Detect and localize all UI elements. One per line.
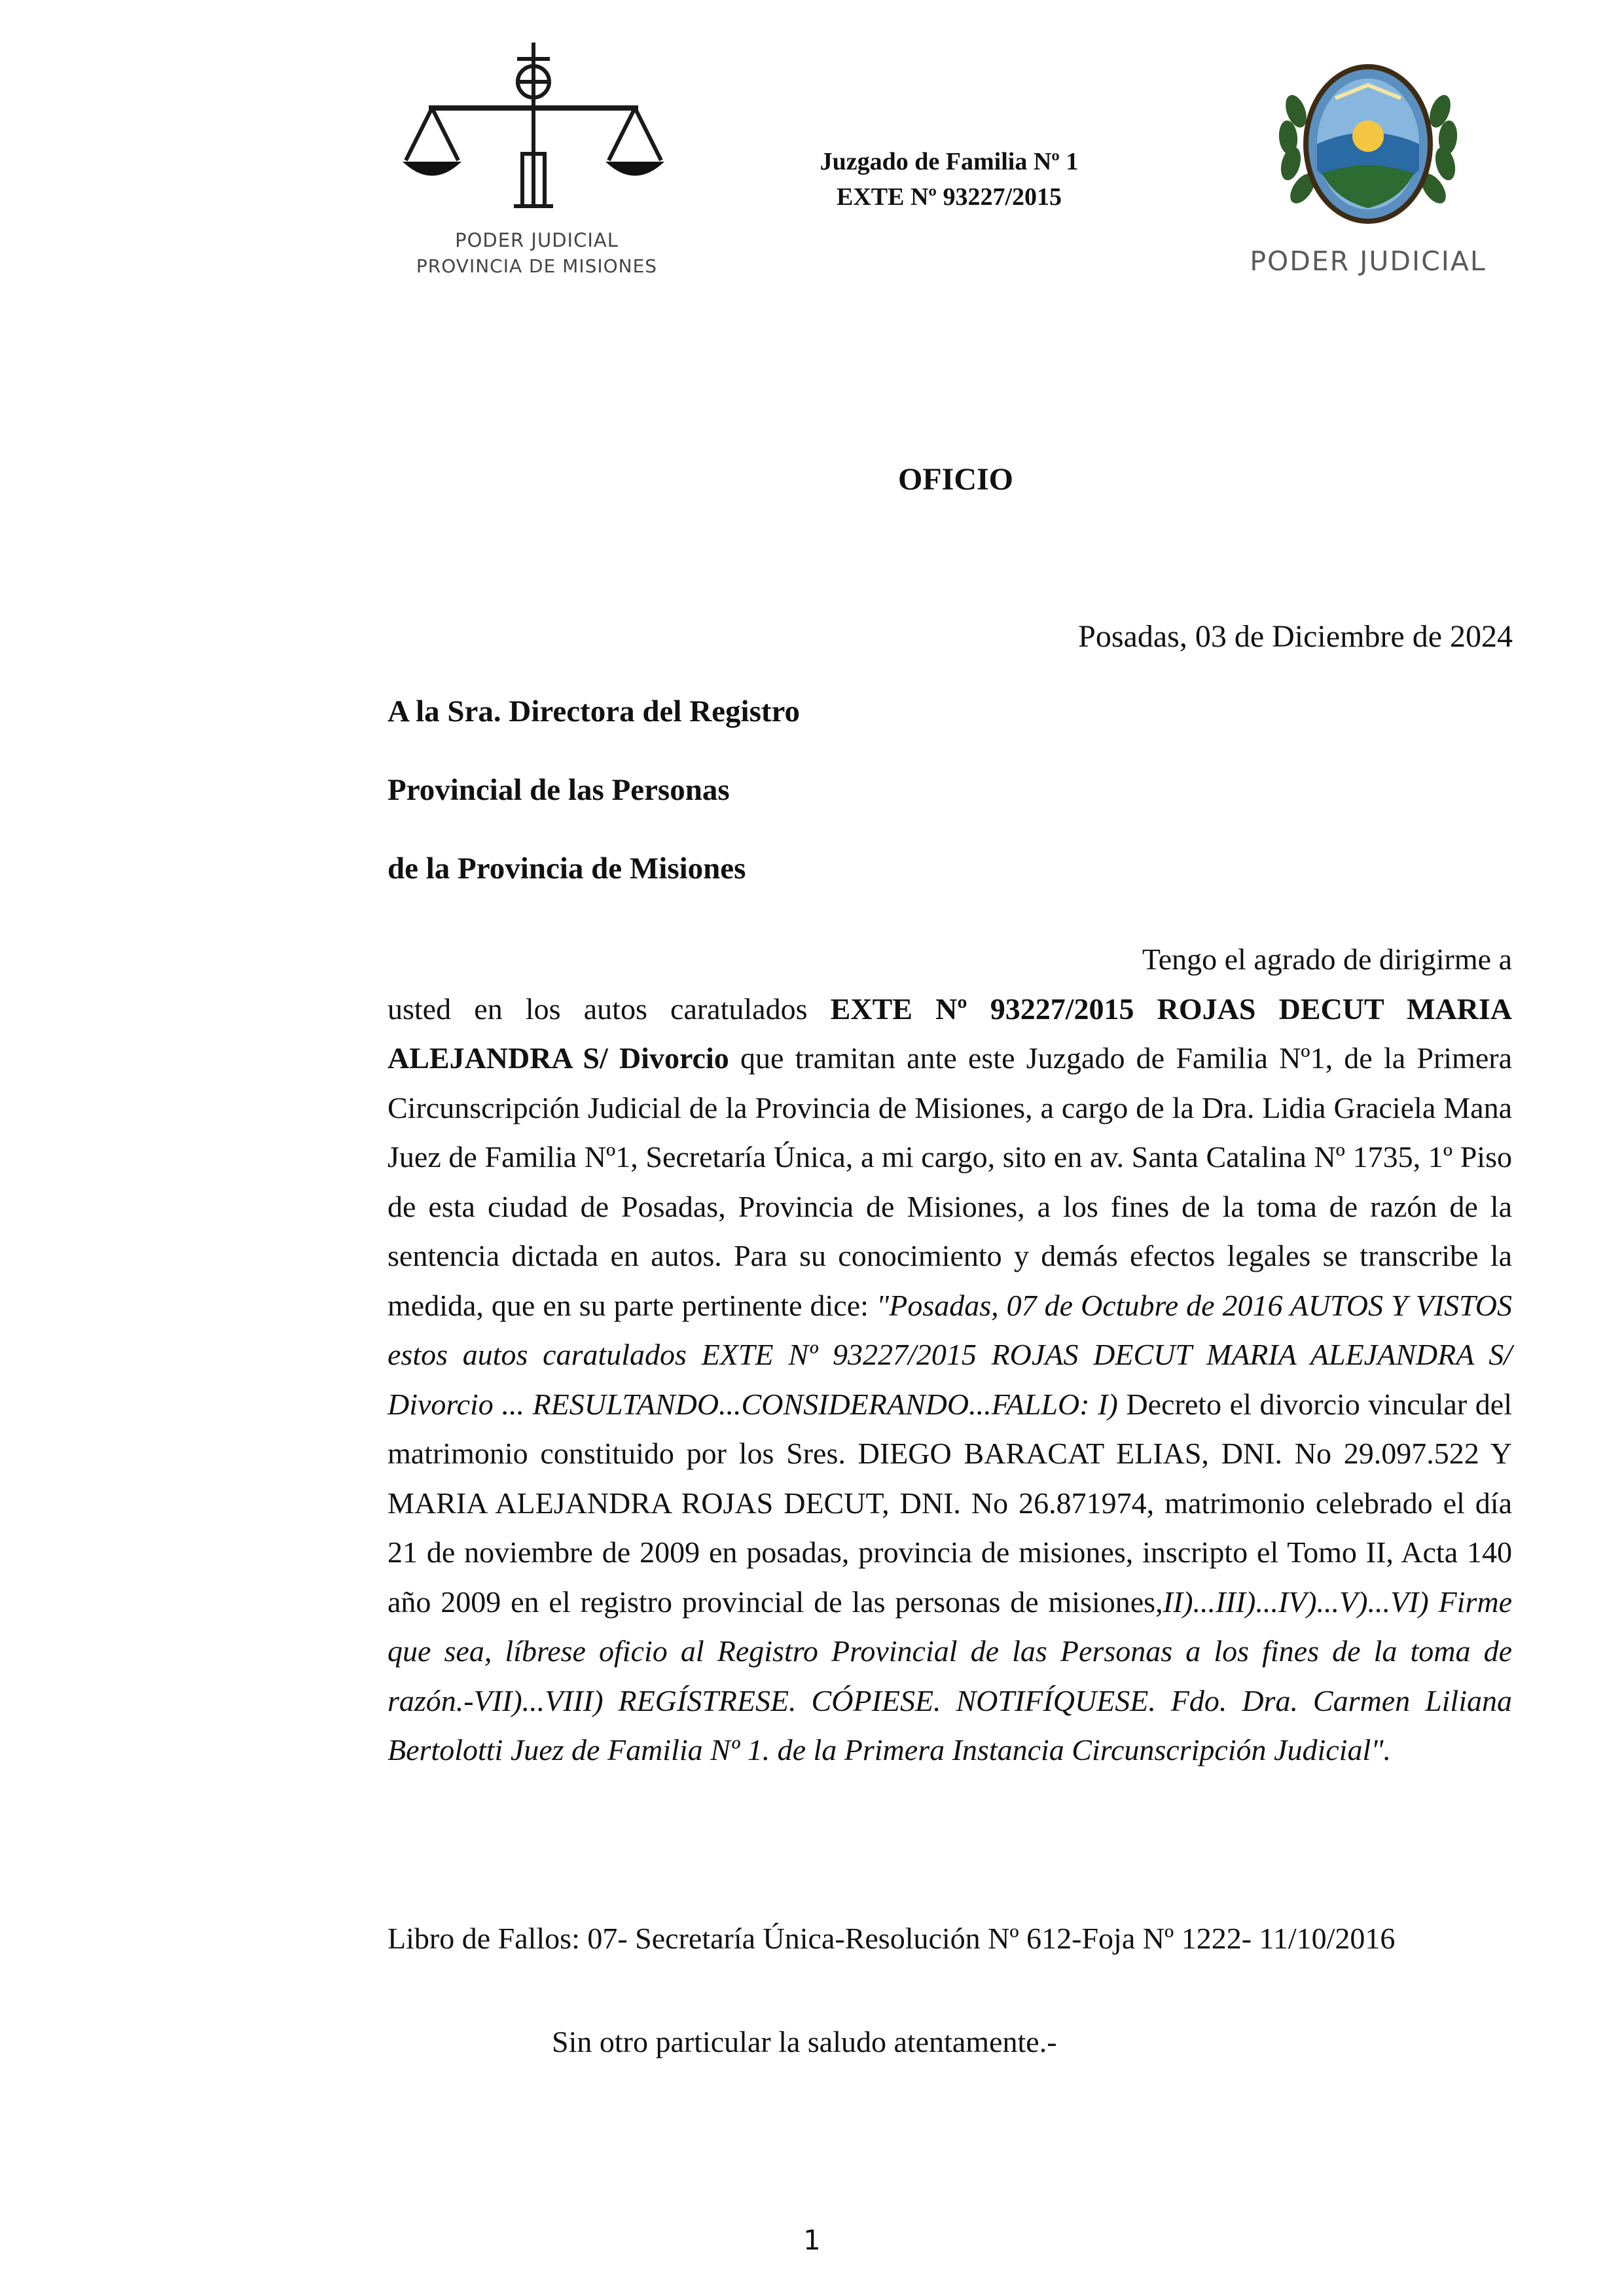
recipient-line-2: Provincial de las Personas [388, 773, 730, 807]
document-title: OFICIO [897, 462, 1013, 497]
quote-italic-1: "Posadas, 07 de Octubre de 2016 AUTOS Y VISTOS estos autos caratulados EXTE Nº 93227/2015 ROJAS DECUT MARIA ALEJANDRA S/ Divorcio ... RESULTANDO...CONSIDERANDO...FALLO: I) [388, 1288, 1512, 1421]
scales-of-justice-icon [403, 43, 671, 229]
right-logo [1231, 59, 1506, 295]
header-court-info [753, 144, 1146, 215]
closing-salutation: Sin otro particular la saludo atentamente.- [552, 2025, 1057, 2058]
body-text-2: que tramitan ante este Juzgado de Familia Nº1, de la Primera Circunscripción Judicial de la Provincia de Misiones, a cargo de la Dra. Lidia Graciela Mana Juez de Familia Nº1, Secretaría Única, a mi cargo, sito en av. Santa Catalina Nº 1735, 1º Piso de esta ciudad de Posadas, Provincia de Misiones, a los fines de la toma de razón de la sentencia dictada en autos. Para su conocimiento y demás efectos legales se transcribe la medida, que en su parte pertinente dice: [388, 1041, 1512, 1322]
court-name: Juzgado de Familia Nº 1 [820, 148, 1079, 175]
provincia-de-misiones-seal-icon [1231, 59, 1506, 242]
body-opening: Tengo el agrado de dirigirme a [1142, 942, 1512, 976]
left-logo-line1: PODER JUDICIAL [455, 229, 619, 251]
right-logo-caption: PODER JUDICIAL [1250, 245, 1487, 277]
page-number: 1 [803, 2224, 821, 2256]
case-caption: EXTE Nº 93227/2015 ROJAS DECUT MARIA ALEJANDRA S/ Divorcio [388, 992, 1513, 1075]
quote-italic-2: II)...III)...IV)...V)...VI) Firme que sea, líbrese oficio al Registro Provincial de las Personas a los fines de la toma de razón.-VII)...VIII) REGÍSTRESE. CÓPIESE. NOTIFÍQUESE. Fdo. Dra. Carmen Liliana Bertolotti Juez de Familia Nº 1. de la Primera Instancia Circunscripción Judicial". [388, 1585, 1512, 1767]
recipient-line-1: A la Sra. Directora del Registro [388, 694, 801, 728]
left-logo-line2: PROVINCIA DE MISIONES [416, 255, 658, 277]
file-number: EXTE Nº 93227/2015 [836, 183, 1062, 211]
body-text-1: usted en los autos caratulados [388, 992, 831, 1026]
document-date: Posadas, 03 de Diciembre de 2024 [1078, 619, 1513, 654]
left-logo [403, 43, 671, 291]
libro-de-fallos: Libro de Fallos: 07- Secretaría Única-Resolución Nº 612-Foja Nº 1222- 11/10/2016 [388, 1922, 1396, 1955]
quote-plain: Decreto el divorcio vincular del matrimonio constituido por los Sres. DIEGO BARACAT ELIAS, DNI. No 29.097.522 Y MARIA ALEJANDRA ROJAS DECUT, DNI. No 26.871974, matrimonio celebrado el día 21 de noviembre de 2009 en posadas, provincia de misiones, inscripto el Tomo II, Acta 140 año 2009 en el registro provincial de las personas de misiones, [388, 1387, 1512, 1619]
body-paragraph [388, 935, 1512, 1775]
recipient-line-3: de la Provincia de Misiones [388, 852, 746, 886]
